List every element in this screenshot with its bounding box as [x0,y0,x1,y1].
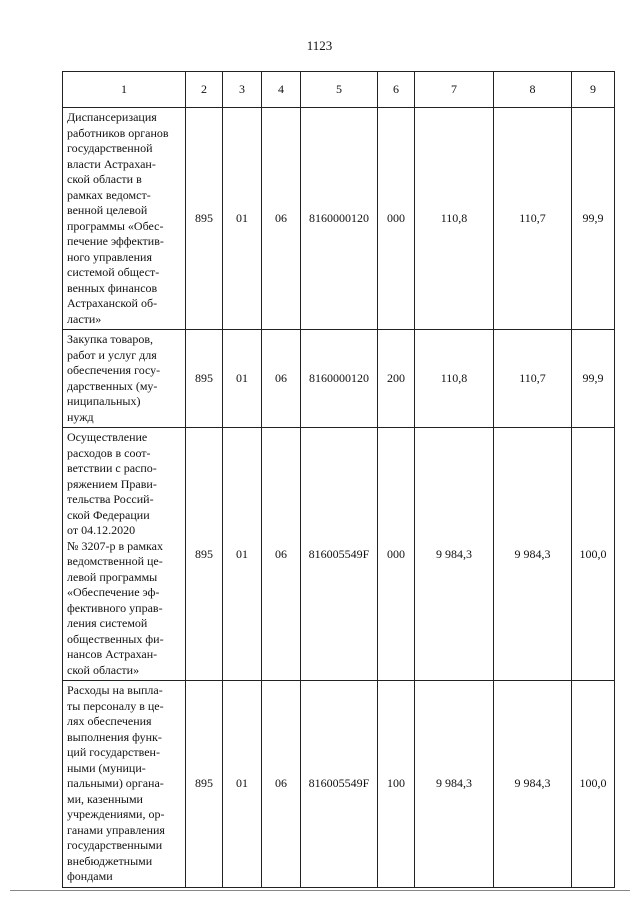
cell-actual: 9 984,3 [494,681,572,888]
cell-plan: 110,8 [415,108,494,330]
cell-section: 01 [223,681,262,888]
cell-section: 01 [223,428,262,681]
header-cell: 5 [301,72,378,108]
header-cell: 6 [378,72,415,108]
cell-code: 895 [186,330,223,428]
cell-target: 8160000120 [301,108,378,330]
cell-percent: 100,0 [572,681,615,888]
cell-expense-type: 000 [378,108,415,330]
cell-expense-type: 200 [378,330,415,428]
cell-percent: 99,9 [572,330,615,428]
cell-actual: 9 984,3 [494,428,572,681]
budget-table [62,71,615,888]
cell-percent: 99,9 [572,108,615,330]
header-cell: 9 [572,72,615,108]
cell-code: 895 [186,108,223,330]
cell-plan: 110,8 [415,330,494,428]
cell-subsection: 06 [262,428,301,681]
cell-plan: 9 984,3 [415,428,494,681]
header-cell: 7 [415,72,494,108]
cell-expense-type: 100 [378,681,415,888]
cell-section: 01 [223,108,262,330]
table-row [63,108,615,330]
cell-plan: 9 984,3 [415,681,494,888]
row-description: Расходы на выпла- ты персоналу в це- лях обеспечения выполнения функ- ций государствен- ными (муници- пальными) органа- ми, казенными учреждениями, ор- ганами управления государственными внебюджетными фондами [63,681,186,888]
header-cell: 2 [186,72,223,108]
page-bottom-divider [10,890,630,891]
table-row [63,681,615,888]
header-cell: 4 [262,72,301,108]
header-cell: 1 [63,72,186,108]
table-row [63,428,615,681]
cell-target: 8160000120 [301,330,378,428]
cell-target: 816005549F [301,681,378,888]
row-description: Осуществление расходов в соот- ветствии с распо- ряжением Прави- тельства Россий- ской Федерации от 04.12.2020 № 3207-р в рамках ведомственной це- левой программы «Обеспечение эф- фективного управ- ления системой общественных фи- нансов Астрахан- ской области» [63,428,186,681]
cell-actual: 110,7 [494,108,572,330]
cell-actual: 110,7 [494,330,572,428]
row-description: Диспансеризация работников органов государственной власти Астрахан- ской области в рамках ведомст- венной целевой программы «Обес- печение эффектив- ного управления системой общест- венных финансов Астраханской об- ласти» [63,108,186,330]
table-header-row [63,72,615,108]
cell-target: 816005549F [301,428,378,681]
cell-expense-type: 000 [378,428,415,681]
cell-code: 895 [186,681,223,888]
header-cell: 8 [494,72,572,108]
cell-subsection: 06 [262,330,301,428]
table-row [63,330,615,428]
page-number: 1123 [306,38,333,53]
row-description: Закупка товаров, работ и услуг для обеспечения госу- дарственных (му- ниципальных) нужд [63,330,186,428]
cell-subsection: 06 [262,681,301,888]
cell-section: 01 [223,330,262,428]
cell-subsection: 06 [262,108,301,330]
header-cell: 3 [223,72,262,108]
cell-percent: 100,0 [572,428,615,681]
cell-code: 895 [186,428,223,681]
